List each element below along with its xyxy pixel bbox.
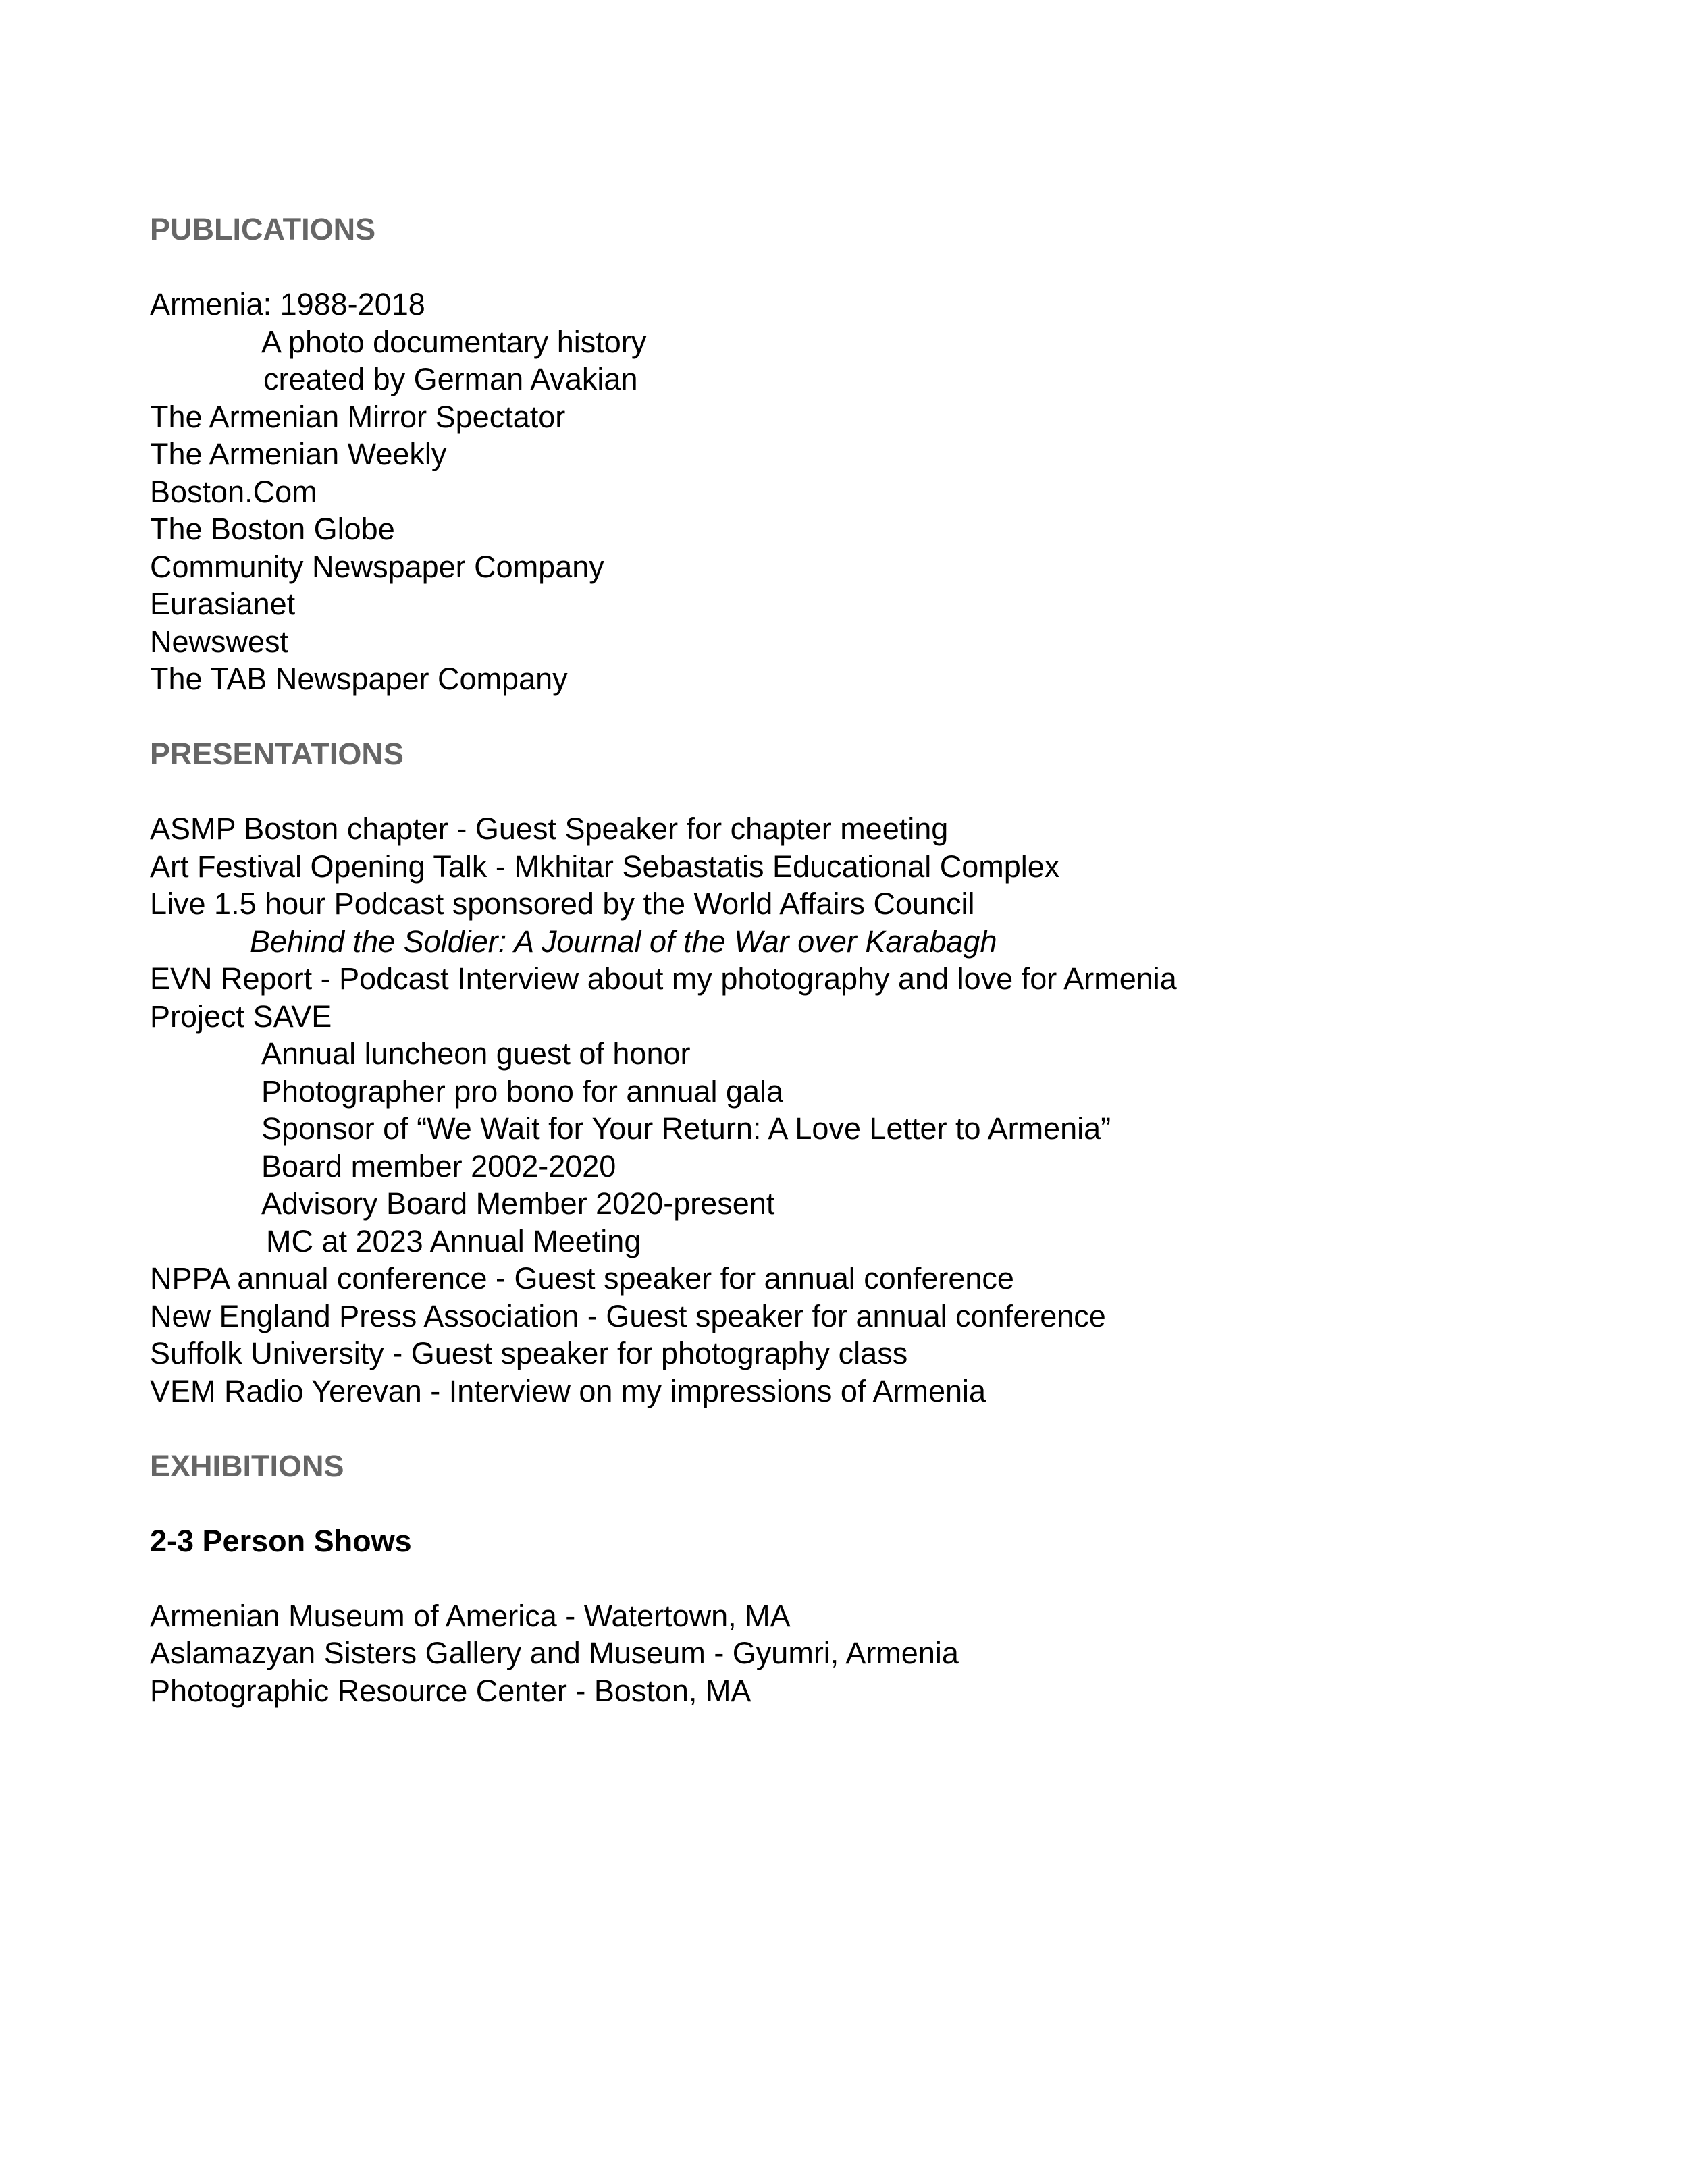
publication-item: Newswest bbox=[150, 624, 289, 659]
document-content bbox=[150, 211, 1541, 1709]
publication-item: The Armenian Weekly bbox=[150, 437, 447, 471]
exhibitions-heading: EXHIBITIONS bbox=[150, 1448, 344, 1483]
presentations-heading: PRESENTATIONS bbox=[150, 737, 404, 771]
exhibition-item: Aslamazyan Sisters Gallery and Museum - Gyumri, Armenia bbox=[150, 1636, 959, 1670]
presentation-item: Suffolk University - Guest speaker for photography class bbox=[150, 1336, 908, 1370]
publication-item-detail: created by German Avakian bbox=[263, 362, 638, 396]
publication-item: The Boston Globe bbox=[150, 512, 395, 546]
presentation-item: New England Press Association - Guest speaker for annual conference bbox=[150, 1298, 1106, 1333]
spacer bbox=[150, 1410, 1541, 1447]
spacer bbox=[150, 698, 1541, 736]
presentation-item-detail: Photographer pro bono for annual gala bbox=[261, 1073, 784, 1109]
presentation-item: VEM Radio Yerevan - Interview on my impressions of Armenia bbox=[150, 1373, 986, 1408]
presentation-item: Project SAVE bbox=[150, 998, 332, 1034]
presentation-item: EVN Report - Podcast Interview about my photography and love for Armenia bbox=[150, 961, 1177, 996]
presentation-item-detail: MC at 2023 Annual Meeting bbox=[266, 1223, 641, 1258]
spacer bbox=[150, 248, 1541, 286]
presentation-item-detail: Annual luncheon guest of honor bbox=[261, 1036, 691, 1071]
publications-heading: PUBLICATIONS bbox=[150, 212, 376, 246]
publication-item: Boston.Com bbox=[150, 474, 317, 509]
publication-item: Eurasianet bbox=[150, 587, 296, 621]
exhibition-item: Photographic Resource Center - Boston, MA bbox=[150, 1673, 751, 1708]
exhibitions-subheading: 2-3 Person Shows bbox=[150, 1523, 412, 1558]
publication-item: Community Newspaper Company bbox=[150, 549, 604, 584]
presentation-item: ASMP Boston chapter - Guest Speaker for chapter meeting bbox=[150, 811, 949, 846]
presentation-item-detail: Board member 2002-2020 bbox=[261, 1148, 616, 1183]
publication-item: Armenia: 1988-2018 bbox=[150, 287, 425, 321]
spacer bbox=[150, 1560, 1541, 1597]
spacer bbox=[150, 1485, 1541, 1522]
presentation-item-title: Behind the Soldier: A Journal of the War over Karabagh bbox=[250, 924, 997, 959]
publication-item: The Armenian Mirror Spectator bbox=[150, 399, 566, 434]
presentation-item: Live 1.5 hour Podcast sponsored by the World Affairs Council bbox=[150, 886, 975, 921]
presentation-item-detail: Advisory Board Member 2020-present bbox=[261, 1186, 775, 1221]
presentation-item: Art Festival Opening Talk - Mkhitar Sebastatis Educational Complex bbox=[150, 849, 1060, 884]
publication-item-detail: A photo documentary history bbox=[261, 324, 647, 359]
publication-item: The TAB Newspaper Company bbox=[150, 662, 568, 696]
presentation-item: NPPA annual conference - Guest speaker for annual conference bbox=[150, 1261, 1014, 1296]
exhibition-item: Armenian Museum of America - Watertown, MA bbox=[150, 1598, 791, 1633]
presentation-item-detail: Sponsor of “We Wait for Your Return: A Love Letter to Armenia” bbox=[261, 1111, 1111, 1146]
spacer bbox=[150, 773, 1541, 811]
